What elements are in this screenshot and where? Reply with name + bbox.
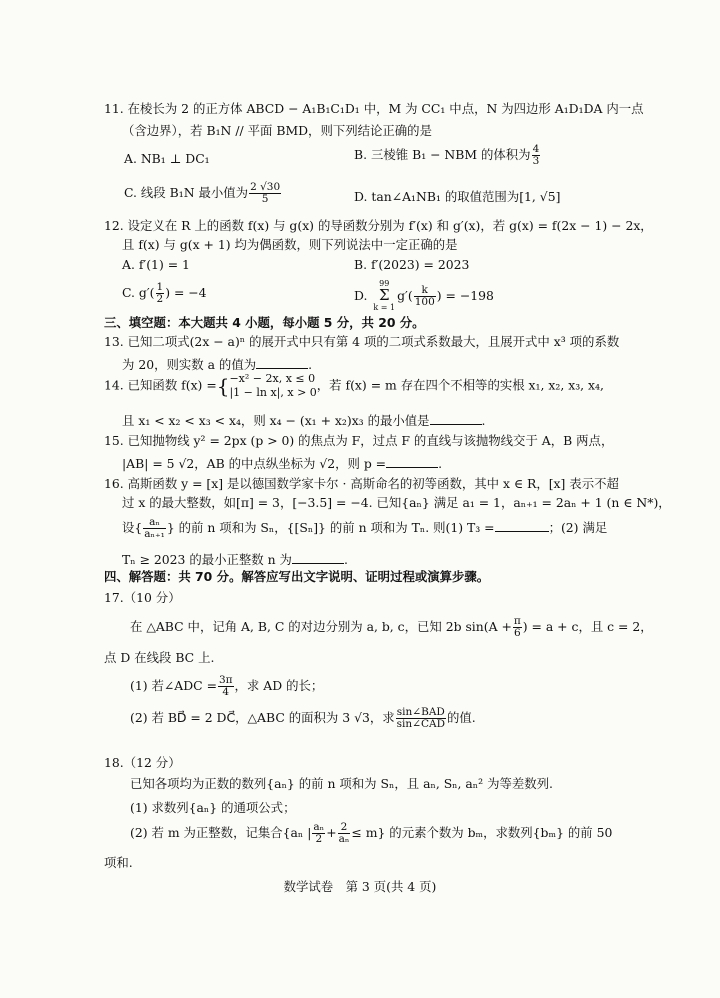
q12-option-c-fraction <box>156 282 165 305</box>
q17-text-pre: 在 △ABC 中，记角 A, B, C 的对边分别为 a, b, c，已知 2b sin(A + <box>130 619 512 635</box>
frac-denominator: aₙ <box>338 833 350 846</box>
frac-numerator: 2 √30 <box>250 181 281 193</box>
frac-denominator: 100 <box>414 295 435 308</box>
frac-denominator: 4 <box>222 686 230 699</box>
q13-stem-line2 <box>122 356 312 373</box>
q12-option-d-result: ) = −198 <box>436 287 494 303</box>
q12-stem-line2: 且 f(x) 与 g(x + 1) 均为偶函数，则下列说法中一定正确的是 <box>122 237 458 252</box>
frac-denominator: 5 <box>261 193 269 206</box>
q11-option-b-text: B. 三棱锥 B₁ − NBM 的体积为 <box>354 147 531 163</box>
q18-part2-pre: (2) 若 m 为正整数，记集合{aₙ | <box>130 825 312 841</box>
q16-end: . <box>343 552 348 567</box>
q12-stem-line1: 12. 设定义在 R 上的函数 f(x) 与 g(x) 的导函数分别为 f′(x) 和 g′(x)，若 g(x) = f(2x − 1) − 2x， <box>104 218 653 233</box>
q16-text: Tₙ ≥ 2023 的最小正整数 n 为 <box>122 552 292 567</box>
frac-denominator: sin∠CAD <box>396 718 445 731</box>
q11-stem-line1: 11. 在棱长为 2 的正方体 ABCD − A₁B₁C₁D₁ 中，M 为 CC₁ 中点，N 为四边形 A₁D₁DA 内一点 <box>104 101 644 116</box>
frac-numerator: 2 <box>338 822 351 834</box>
q17-stem-line2: 点 D 在线段 BC 上. <box>104 650 215 665</box>
q18-part2 <box>130 822 612 845</box>
page-footer: 数学试卷 第 3 页(共 4 页) <box>283 879 437 894</box>
frac-denominator: 3 <box>532 155 540 168</box>
section-4-heading: 四、解答题：共 70 分。解答应写出文字说明、证明过程或演算步骤。 <box>104 569 490 584</box>
q16-text-mid: ；(2) 满足 <box>548 520 608 536</box>
sum-lower-bound: k = 1 <box>373 303 396 313</box>
q17-part2 <box>130 707 476 730</box>
q12-option-d <box>354 280 494 313</box>
q16-text-post: } 的前 n 项和为 Sₙ，{[Sₙ]} 的前 n 项和为 Tₙ. 则(1) T₃ = <box>166 520 495 536</box>
q14-text: 且 x₁ < x₂ < x₃ < x₄，则 x₄ − (x₁ + x₂)x₃ 的最小值是 <box>122 413 430 428</box>
q15-stem-line1: 15. 已知抛物线 y² = 2px (p > 0) 的焦点为 F，过点 F 的直线与该抛物线交于 A，B 两点， <box>104 433 614 448</box>
q11-option-b <box>354 144 541 167</box>
q17-part1-post: ，求 AD 的长； <box>234 678 324 694</box>
frac-numerator: sin∠BAD <box>396 706 445 718</box>
q15-text: |AB| = 5 √2，AB 的中点纵坐标为 √2，则 p = <box>122 456 387 471</box>
section-3-heading: 三、填空题：本大题共 4 小题，每小题 5 分，共 20 分。 <box>104 315 425 330</box>
frac-numerator: aₙ <box>143 517 166 529</box>
q12-option-d-func: g′( <box>397 287 413 303</box>
frac-denominator: 2 <box>315 833 323 846</box>
q14-text-post: ，若 f(x) = m 存在四个不相等的实根 x₁, x₂, x₃, x₄, <box>316 377 604 393</box>
q13-text: 为 20，则实数 a 的值为 <box>122 357 257 372</box>
plus-sign: + <box>326 825 337 841</box>
brace-symbol: { <box>216 373 230 398</box>
frac-numerator: π <box>513 615 521 627</box>
q11-option-b-fraction <box>532 144 541 167</box>
q12-option-c-result: ) = −4 <box>165 285 207 301</box>
q18-fraction-1 <box>312 822 325 845</box>
q17-stem-line1 <box>130 616 653 639</box>
q16-stem-line2: 过 x 的最大整数，如[π] = 3，[−3.5] = −4. 已知{aₙ} 满足 a₁ = 1，aₙ₊₁ = 2aₙ + 1 (n ∈ N*)， <box>122 495 671 510</box>
q16-text-pre: 设{ <box>122 520 143 536</box>
answer-blank-1 <box>495 519 549 532</box>
frac-numerator: 1 <box>156 281 164 293</box>
q12-option-a: A. f′(1) = 1 <box>122 257 190 272</box>
q11-option-d: D. tan∠A₁NB₁ 的取值范围为[1, √5] <box>354 189 561 204</box>
frac-denominator: 6 <box>513 627 521 640</box>
q17-part2-pre: (2) 若 BD⃗ = 2 DC⃗，△ABC 的面积为 3 √3，求 <box>130 710 395 726</box>
q17-part1 <box>130 675 323 698</box>
q17-text-post: ) = a + c，且 c = 2， <box>522 619 653 635</box>
q13-stem-line1: 13. 已知二项式(2x − a)ⁿ 的展开式中只有第 4 项的二项式系数最大，且展开式中 x³ 项的系数 <box>104 334 620 349</box>
answer-blank <box>430 412 482 425</box>
piecewise-cases <box>229 372 316 400</box>
q11-stem-line2: （含边界），若 B₁N // 平面 BMD，则下列结论正确的是 <box>122 123 432 138</box>
case-1: −x² − 2x, x ≤ 0 <box>229 372 316 385</box>
q16-fraction <box>143 517 166 540</box>
q12-option-d-fraction <box>414 285 436 308</box>
q16-stem-line1: 16. 高斯函数 y = [x] 是以德国数学家卡尔 · 高斯命名的初等函数，其中 x ∈ R，[x] 表示不超 <box>104 476 619 491</box>
q16-stem-line4 <box>122 551 348 568</box>
q11-option-c-text: C. 线段 B₁N 最小值为 <box>124 185 249 201</box>
q18-part2-post: ≤ m} 的元素个数为 bₘ，求数列{bₘ} 的前 50 <box>351 825 613 841</box>
q17-heading: 17.（10 分） <box>104 590 181 605</box>
q17-part2-fraction <box>396 707 446 730</box>
q11-option-a: A. NB₁ ⊥ DC₁ <box>124 151 210 166</box>
q18-heading: 18.（12 分） <box>104 755 181 770</box>
q15-end: . <box>438 456 443 471</box>
q12-option-c <box>122 282 207 305</box>
answer-blank-2 <box>292 551 344 564</box>
q12-option-c-text: C. g′( <box>122 285 155 301</box>
q17-part1-pre: (1) 若∠ADC = <box>130 678 217 694</box>
q18-stem: 已知各项均为正数的数列{aₙ} 的前 n 项和为 Sₙ，且 aₙ, Sₙ, aₙ² 为等差数列. <box>130 776 553 791</box>
q14-stem-line1 <box>104 372 604 400</box>
q11-option-c <box>124 182 282 205</box>
sum-sigma: Σ <box>378 286 390 305</box>
q18-fraction-2 <box>338 822 351 845</box>
q12-option-d-label: D. <box>354 287 368 303</box>
q16-stem-line3 <box>122 517 607 540</box>
q17-part2-post: 的值. <box>446 710 476 726</box>
q18-part2-end: 项和. <box>104 855 133 870</box>
q17-fraction <box>513 616 522 639</box>
q12-option-b: B. f′(2023) = 2023 <box>354 257 470 272</box>
q13-end: . <box>308 357 313 372</box>
q15-stem-line2 <box>122 455 442 472</box>
frac-numerator: 3π <box>218 674 233 686</box>
q11-option-c-fraction <box>249 182 281 205</box>
frac-denominator: 2 <box>156 293 164 306</box>
frac-denominator: aₙ₊₁ <box>144 528 165 541</box>
answer-blank <box>386 455 438 468</box>
sum-upper-bound: 99 <box>379 279 390 288</box>
q14-stem-line2 <box>122 412 486 429</box>
q17-part1-fraction <box>218 675 234 698</box>
frac-numerator: k <box>414 285 436 297</box>
frac-numerator: 4 <box>532 143 540 155</box>
case-2: |1 − ln x|, x > 0 <box>229 385 317 399</box>
q14-end: . <box>481 413 486 428</box>
q18-part1: (1) 求数列{aₙ} 的通项公式； <box>130 800 296 815</box>
summation-symbol <box>372 280 396 313</box>
frac-numerator: aₙ <box>313 821 325 833</box>
q14-text-pre: 14. 已知函数 f(x) = <box>104 377 217 393</box>
answer-blank <box>256 356 308 369</box>
